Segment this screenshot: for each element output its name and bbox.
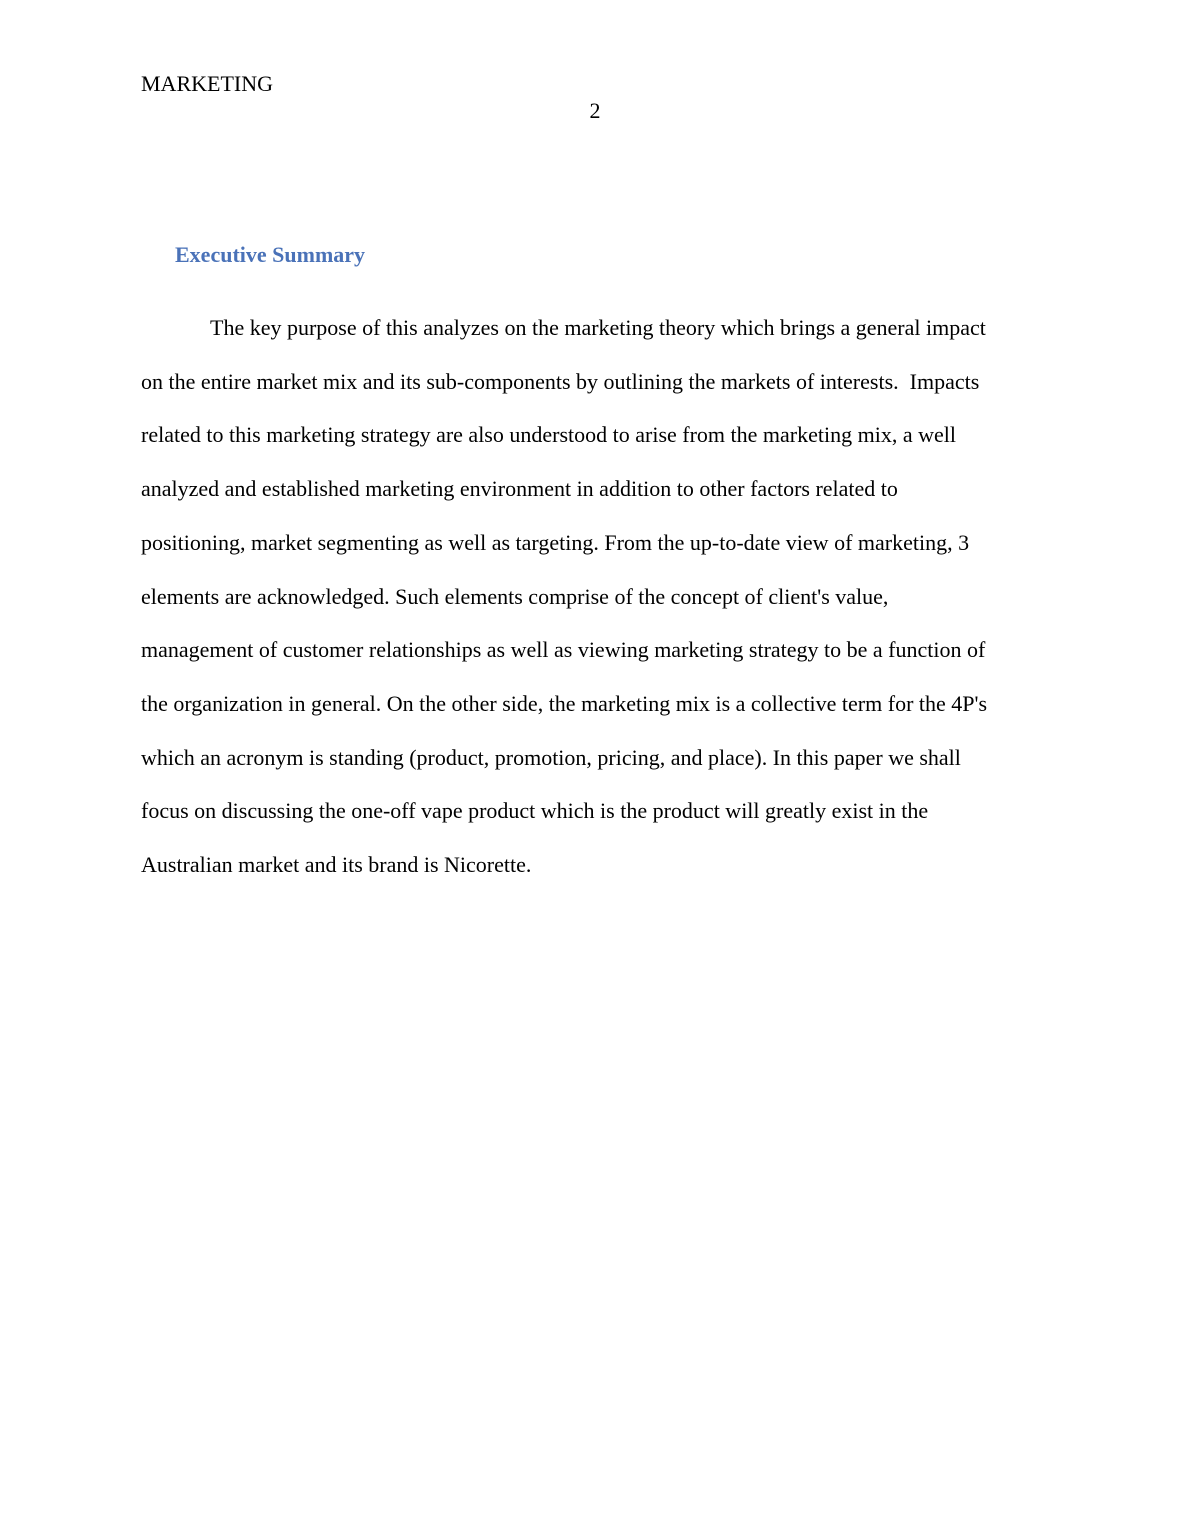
paragraph-line: positioning, market segmenting as well as targeting. From the up-to-date view of marketing, 3 — [141, 529, 970, 555]
paragraph-line: The key purpose of this analyzes on the marketing theory which brings a general impact — [210, 315, 986, 340]
section-heading: Executive Summary — [175, 242, 366, 267]
page-number: 2 — [589, 98, 601, 123]
paragraph-line: analyzed and established marketing environment in addition to other factors related to — [141, 476, 898, 502]
paragraph-line: focus on discussing the one-off vape product which is the product will greatly exist in the — [141, 798, 929, 824]
paragraph-line: the organization in general. On the other side, the marketing mix is a collective term for the 4P's — [141, 690, 988, 716]
paragraph-line: on the entire market mix and its sub-components by outlining the markets of interests. Impacts — [141, 368, 980, 394]
paragraph-line: management of customer relationships as well as viewing marketing strategy to be a function of — [141, 637, 986, 663]
body-paragraph — [141, 301, 1051, 892]
paragraph-line: Australian market and its brand is Nicorette. — [141, 852, 532, 878]
paragraph-line: related to this marketing strategy are also understood to arise from the marketing mix, a well — [141, 422, 956, 448]
paragraph-line: which an acronym is standing (product, promotion, pricing, and place). In this paper we shall — [141, 744, 961, 770]
paragraph-line: elements are acknowledged. Such elements comprise of the concept of client's value, — [141, 583, 889, 609]
running-head: MARKETING — [141, 71, 273, 96]
